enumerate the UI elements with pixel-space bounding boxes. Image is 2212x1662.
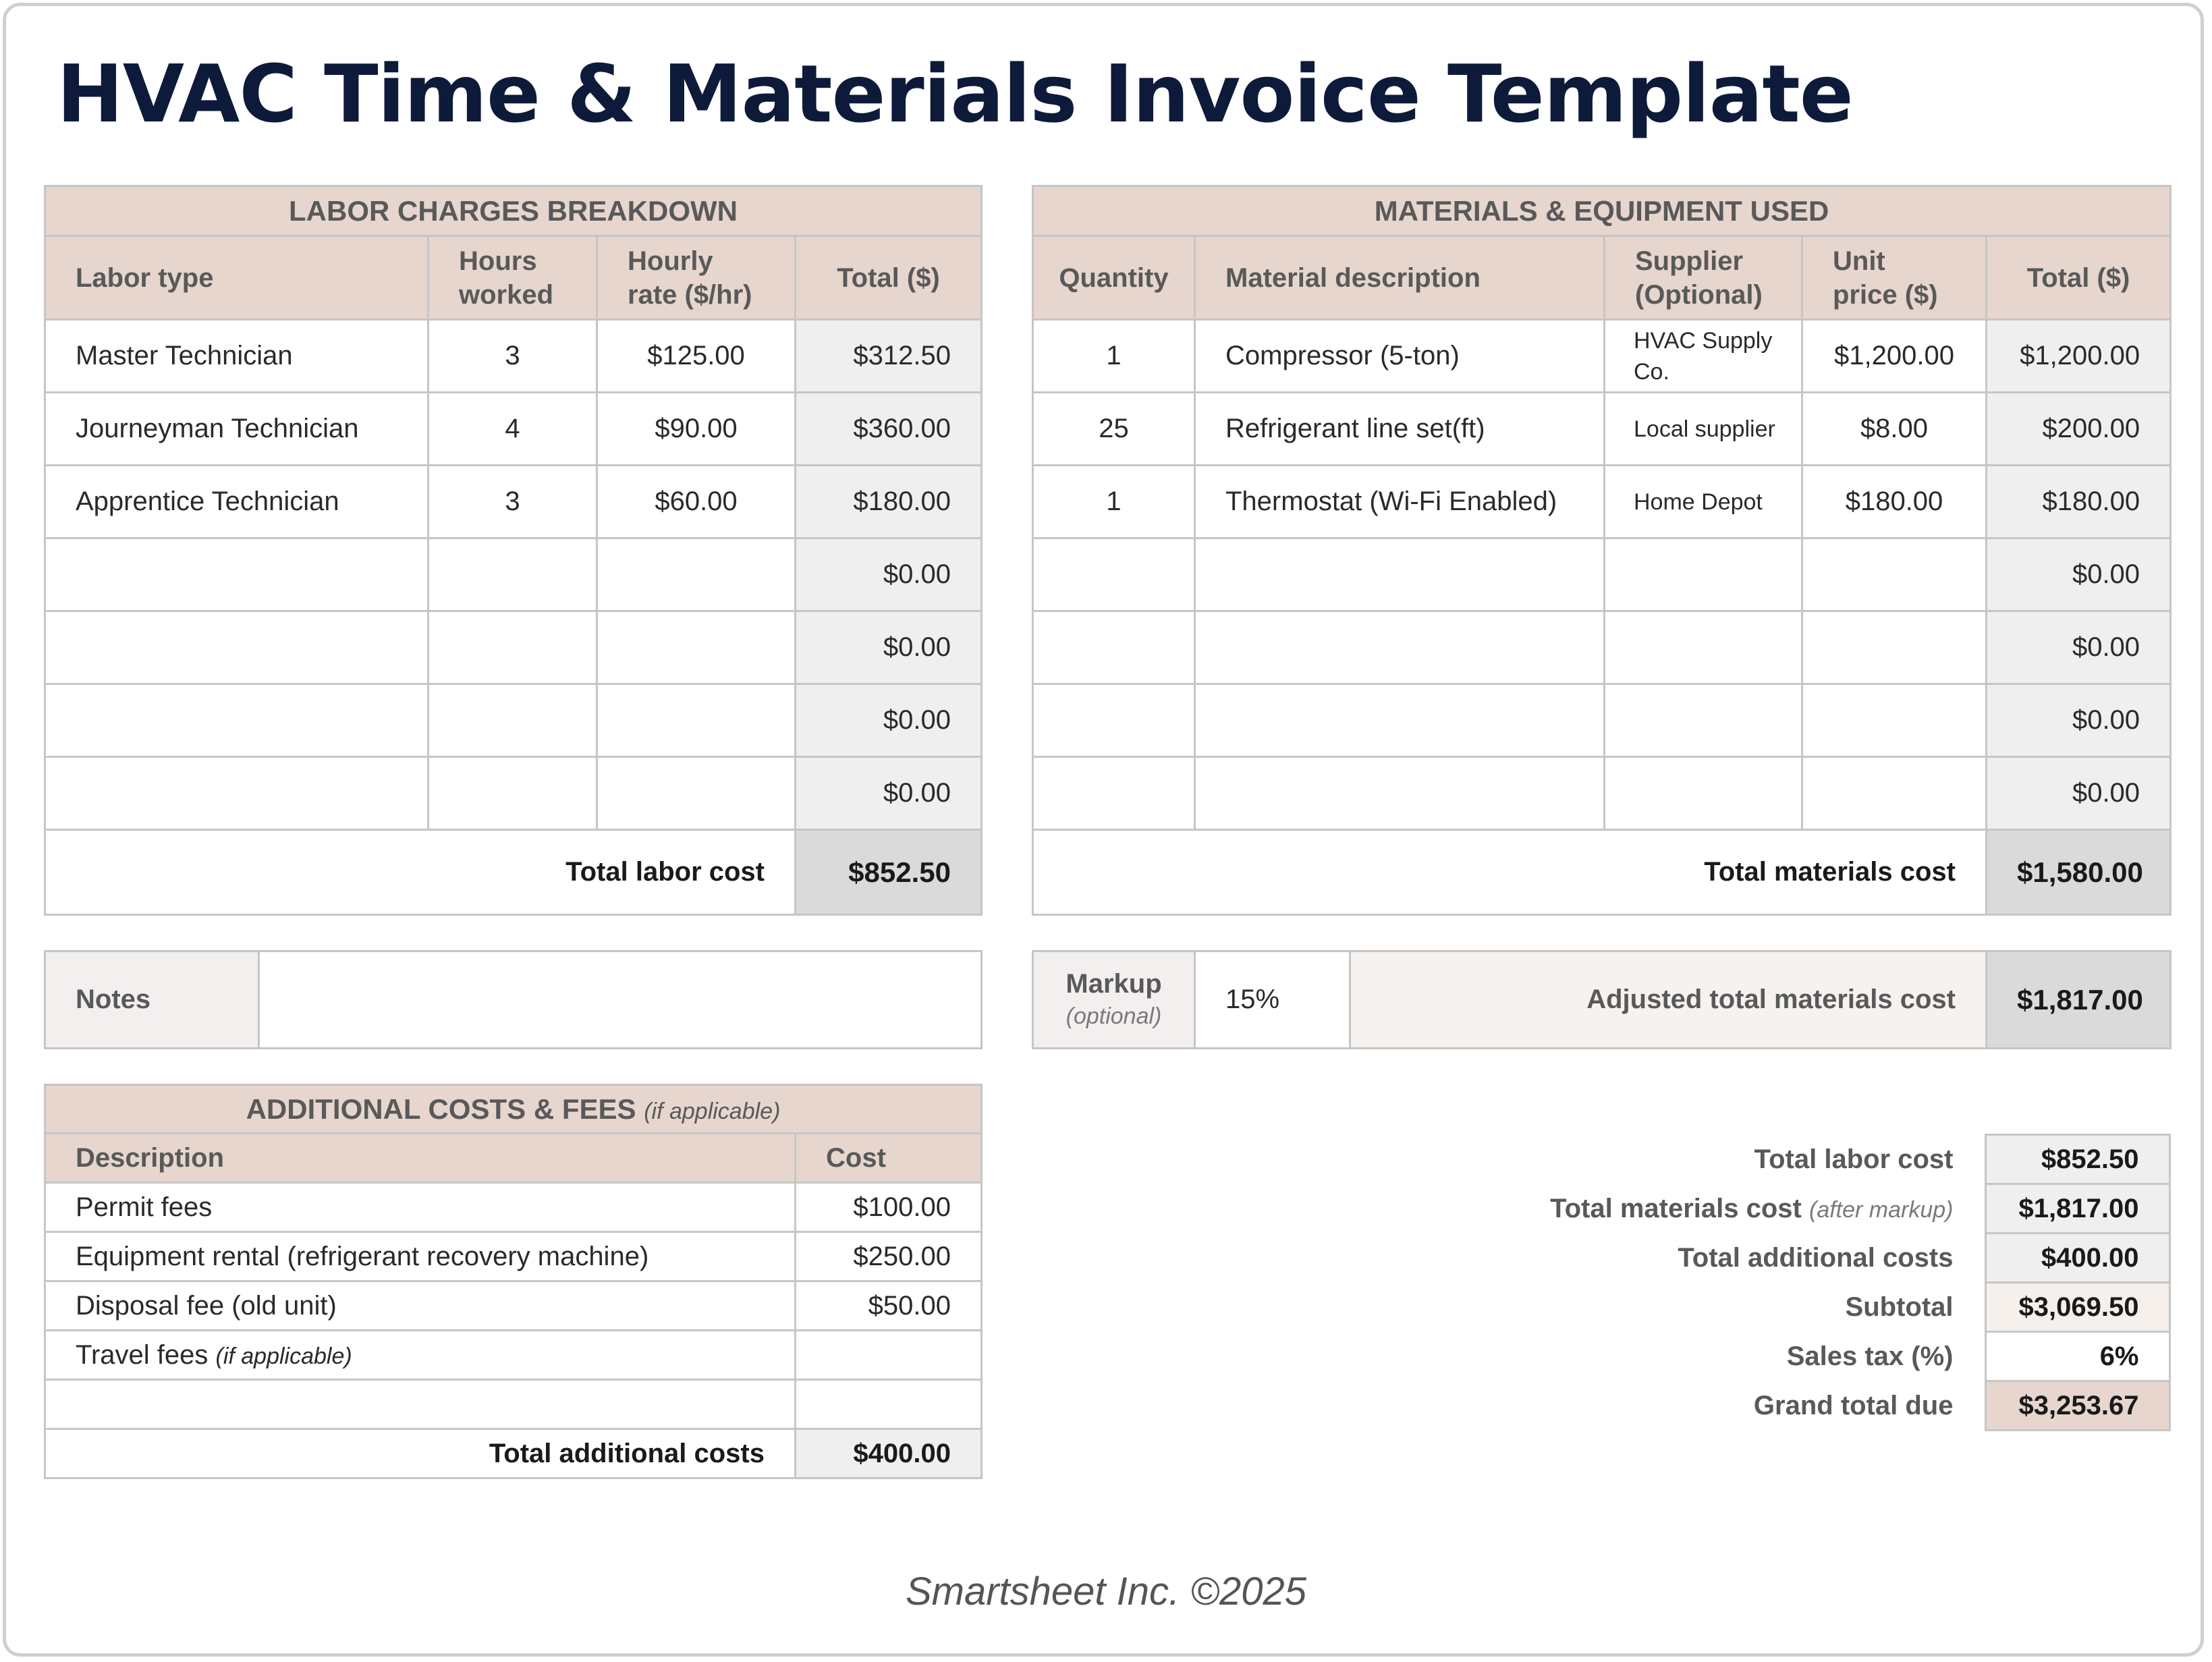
additional-cost-cell[interactable]: $250.00	[796, 1232, 982, 1281]
additional-desc-text: Equipment rental (refrigerant recovery machine)	[76, 1241, 649, 1271]
materials-header-desc: Material description	[1195, 236, 1605, 320]
labor-section-title: LABOR CHARGES BREAKDOWN	[45, 186, 982, 236]
additional-header-cost: Cost	[796, 1134, 982, 1183]
additional-total-value: $400.00	[796, 1429, 982, 1478]
additional-cost-cell[interactable]: $100.00	[796, 1183, 982, 1232]
additional-costs-table	[44, 1084, 983, 1479]
materials-qty-cell[interactable]	[1033, 684, 1195, 757]
adjusted-materials-value: $1,817.00	[1987, 951, 2171, 1049]
markup-table	[1032, 950, 2172, 1049]
materials-qty-cell[interactable]: 25	[1033, 393, 1195, 466]
additional-cost-cell[interactable]	[796, 1380, 982, 1429]
materials-unit-cell[interactable]: $1,200.00	[1802, 320, 1987, 393]
materials-table	[1032, 185, 2172, 916]
additional-row	[45, 1281, 982, 1331]
materials-total-cell: $0.00	[1987, 684, 2171, 757]
markup-label-cell	[1033, 951, 1195, 1049]
labor-type-cell[interactable]	[45, 538, 428, 611]
summary-grand-value: $3,253.67	[1985, 1381, 2169, 1431]
materials-row	[1033, 320, 2171, 393]
summary-labor-value: $852.50	[1985, 1135, 2169, 1184]
labor-hours-cell[interactable]	[428, 611, 597, 684]
summary-materials-label: Total materials cost	[1550, 1193, 1802, 1223]
labor-row	[45, 538, 982, 611]
additional-total-label: Total additional costs	[45, 1429, 796, 1478]
summary-tax-value[interactable]: 6%	[1985, 1332, 2169, 1381]
additional-row	[45, 1331, 982, 1380]
materials-row	[1033, 466, 2171, 538]
summary-table	[1032, 1134, 2171, 1431]
summary-subtotal-value: $3,069.50	[1985, 1283, 2169, 1332]
notes-field[interactable]	[259, 951, 982, 1049]
materials-header-qty: Quantity	[1033, 236, 1195, 320]
summary-tax-label: Sales tax (%)	[1786, 1341, 1954, 1371]
additional-cost-cell[interactable]: $50.00	[796, 1281, 982, 1331]
materials-qty-cell[interactable]	[1033, 757, 1195, 830]
labor-total-cell: $180.00	[796, 466, 982, 538]
summary-additional-value: $400.00	[1985, 1234, 2169, 1283]
markup-sublabel: (optional)	[1066, 1003, 1162, 1029]
summary-additional-label: Total additional costs	[1678, 1242, 1954, 1273]
labor-total-cell: $0.00	[796, 684, 982, 757]
page-title: HVAC Time & Materials Invoice Template	[57, 47, 1853, 140]
labor-rate-cell[interactable]: $125.00	[597, 320, 796, 393]
labor-total-label: Total labor cost	[45, 830, 796, 915]
labor-type-cell[interactable]: Master Technician	[45, 320, 428, 393]
materials-unit-cell[interactable]	[1802, 684, 1987, 757]
labor-header-rate: Hourly rate ($/hr)	[597, 236, 796, 320]
labor-hours-cell[interactable]	[428, 684, 597, 757]
labor-type-cell[interactable]: Journeyman Technician	[45, 393, 428, 466]
labor-total-value: $852.50	[796, 830, 982, 915]
additional-row	[45, 1183, 982, 1232]
labor-total-cell: $360.00	[796, 393, 982, 466]
labor-hours-cell[interactable]: 3	[428, 466, 597, 538]
labor-rate-cell[interactable]	[597, 684, 796, 757]
summary-materials-label-cell	[1032, 1184, 1985, 1234]
labor-row	[45, 611, 982, 684]
materials-total-cell: $0.00	[1987, 538, 2171, 611]
materials-desc-cell[interactable]	[1195, 684, 1605, 757]
labor-type-cell[interactable]	[45, 684, 428, 757]
labor-rate-cell[interactable]: $60.00	[597, 466, 796, 538]
footer-copyright: Smartsheet Inc. ©2025	[905, 1570, 1307, 1613]
additional-section-note: (if applicable)	[644, 1098, 781, 1124]
additional-desc-text: Disposal fee (old unit)	[76, 1290, 337, 1321]
materials-desc-cell[interactable]	[1195, 611, 1605, 684]
labor-row	[45, 393, 982, 466]
markup-value[interactable]: 15%	[1195, 951, 1350, 1049]
additional-cost-cell[interactable]	[796, 1331, 982, 1380]
materials-unit-cell[interactable]	[1802, 611, 1987, 684]
labor-type-cell[interactable]	[45, 757, 428, 830]
additional-desc-cell[interactable]	[45, 1281, 796, 1331]
materials-unit-cell[interactable]: $180.00	[1802, 466, 1987, 538]
materials-supplier-cell[interactable]	[1605, 538, 1802, 611]
labor-total-cell: $312.50	[796, 320, 982, 393]
additional-desc-text: Permit fees	[76, 1192, 213, 1222]
materials-unit-cell[interactable]	[1802, 757, 1987, 830]
summary-subtotal-label: Subtotal	[1845, 1292, 1954, 1322]
materials-total-cell: $0.00	[1987, 611, 2171, 684]
materials-unit-cell[interactable]: $8.00	[1802, 393, 1987, 466]
materials-total-cell: $200.00	[1987, 393, 2171, 466]
materials-header-unit: Unit price ($)	[1802, 236, 1987, 320]
materials-qty-cell[interactable]	[1033, 611, 1195, 684]
materials-desc-cell[interactable]: Thermostat (Wi-Fi Enabled)	[1195, 466, 1605, 538]
labor-type-cell[interactable]: Apprentice Technician	[45, 466, 428, 538]
labor-rate-cell[interactable]	[597, 611, 796, 684]
materials-desc-cell[interactable]	[1195, 757, 1605, 830]
materials-supplier-cell[interactable]	[1605, 757, 1802, 830]
additional-row	[45, 1232, 982, 1281]
summary-materials-note: (after markup)	[1809, 1196, 1954, 1223]
additional-section-title-cell	[45, 1085, 982, 1134]
additional-header-desc: Description	[45, 1134, 796, 1183]
markup-label: Markup	[1066, 968, 1162, 999]
additional-desc-note: (if applicable)	[215, 1343, 352, 1369]
labor-row	[45, 466, 982, 538]
materials-section-title: MATERIALS & EQUIPMENT USED	[1033, 186, 2171, 236]
materials-desc-cell[interactable]	[1195, 538, 1605, 611]
materials-total-cell: $0.00	[1987, 757, 2171, 830]
labor-header-type: Labor type	[45, 236, 428, 320]
materials-desc-cell[interactable]: Compressor (5-ton)	[1195, 320, 1605, 393]
materials-qty-cell[interactable]: 1	[1033, 466, 1195, 538]
notes-label: Notes	[45, 951, 259, 1049]
materials-unit-cell[interactable]	[1802, 538, 1987, 611]
materials-qty-cell[interactable]	[1033, 538, 1195, 611]
labor-header-total: Total ($)	[796, 236, 982, 320]
labor-total-cell: $0.00	[796, 538, 982, 611]
materials-header-total: Total ($)	[1987, 236, 2171, 320]
materials-supplier-cell[interactable]: Local supplier	[1605, 393, 1802, 466]
materials-total-cell: $180.00	[1987, 466, 2171, 538]
labor-total-cell: $0.00	[796, 757, 982, 830]
materials-total-label: Total materials cost	[1033, 830, 1987, 915]
additional-desc-cell[interactable]	[45, 1232, 796, 1281]
additional-section-title: ADDITIONAL COSTS & FEES	[246, 1092, 636, 1125]
materials-supplier-cell[interactable]: HVAC Supply Co.	[1605, 320, 1802, 393]
summary-grand-label: Grand total due	[1753, 1390, 1954, 1420]
labor-rate-cell[interactable]	[597, 757, 796, 830]
materials-desc-cell[interactable]: Refrigerant line set(ft)	[1195, 393, 1605, 466]
materials-row	[1033, 538, 2171, 611]
labor-hours-cell[interactable]: 3	[428, 320, 597, 393]
additional-row	[45, 1380, 982, 1429]
materials-supplier-cell[interactable]	[1605, 684, 1802, 757]
adjusted-materials-label: Adjusted total materials cost	[1350, 951, 1987, 1049]
notes-table	[44, 950, 983, 1049]
additional-desc-cell[interactable]	[45, 1331, 796, 1380]
labor-header-hours: Hours worked	[428, 236, 597, 320]
materials-row	[1033, 757, 2171, 830]
labor-row	[45, 757, 982, 830]
labor-row	[45, 684, 982, 757]
materials-qty-cell[interactable]: 1	[1033, 320, 1195, 393]
labor-hours-cell[interactable]: 4	[428, 393, 597, 466]
labor-rate-cell[interactable]: $90.00	[597, 393, 796, 466]
summary-materials-value: $1,817.00	[1985, 1184, 2169, 1234]
labor-type-cell[interactable]	[45, 611, 428, 684]
materials-header-supplier: Supplier (Optional)	[1605, 236, 1802, 320]
materials-row	[1033, 393, 2171, 466]
labor-row	[45, 320, 982, 393]
additional-desc-cell[interactable]	[45, 1380, 796, 1429]
labor-hours-cell[interactable]	[428, 757, 597, 830]
materials-supplier-cell[interactable]	[1605, 611, 1802, 684]
labor-total-cell: $0.00	[796, 611, 982, 684]
labor-rate-cell[interactable]	[597, 538, 796, 611]
materials-total-cell: $1,200.00	[1987, 320, 2171, 393]
materials-row	[1033, 684, 2171, 757]
labor-hours-cell[interactable]	[428, 538, 597, 611]
additional-desc-cell[interactable]	[45, 1183, 796, 1232]
materials-total-value: $1,580.00	[1987, 830, 2171, 915]
summary-labor-label: Total labor cost	[1754, 1144, 1954, 1174]
materials-row	[1033, 611, 2171, 684]
additional-desc-text: Travel fees	[76, 1339, 209, 1370]
labor-table	[44, 185, 983, 916]
materials-supplier-cell[interactable]: Home Depot	[1605, 466, 1802, 538]
